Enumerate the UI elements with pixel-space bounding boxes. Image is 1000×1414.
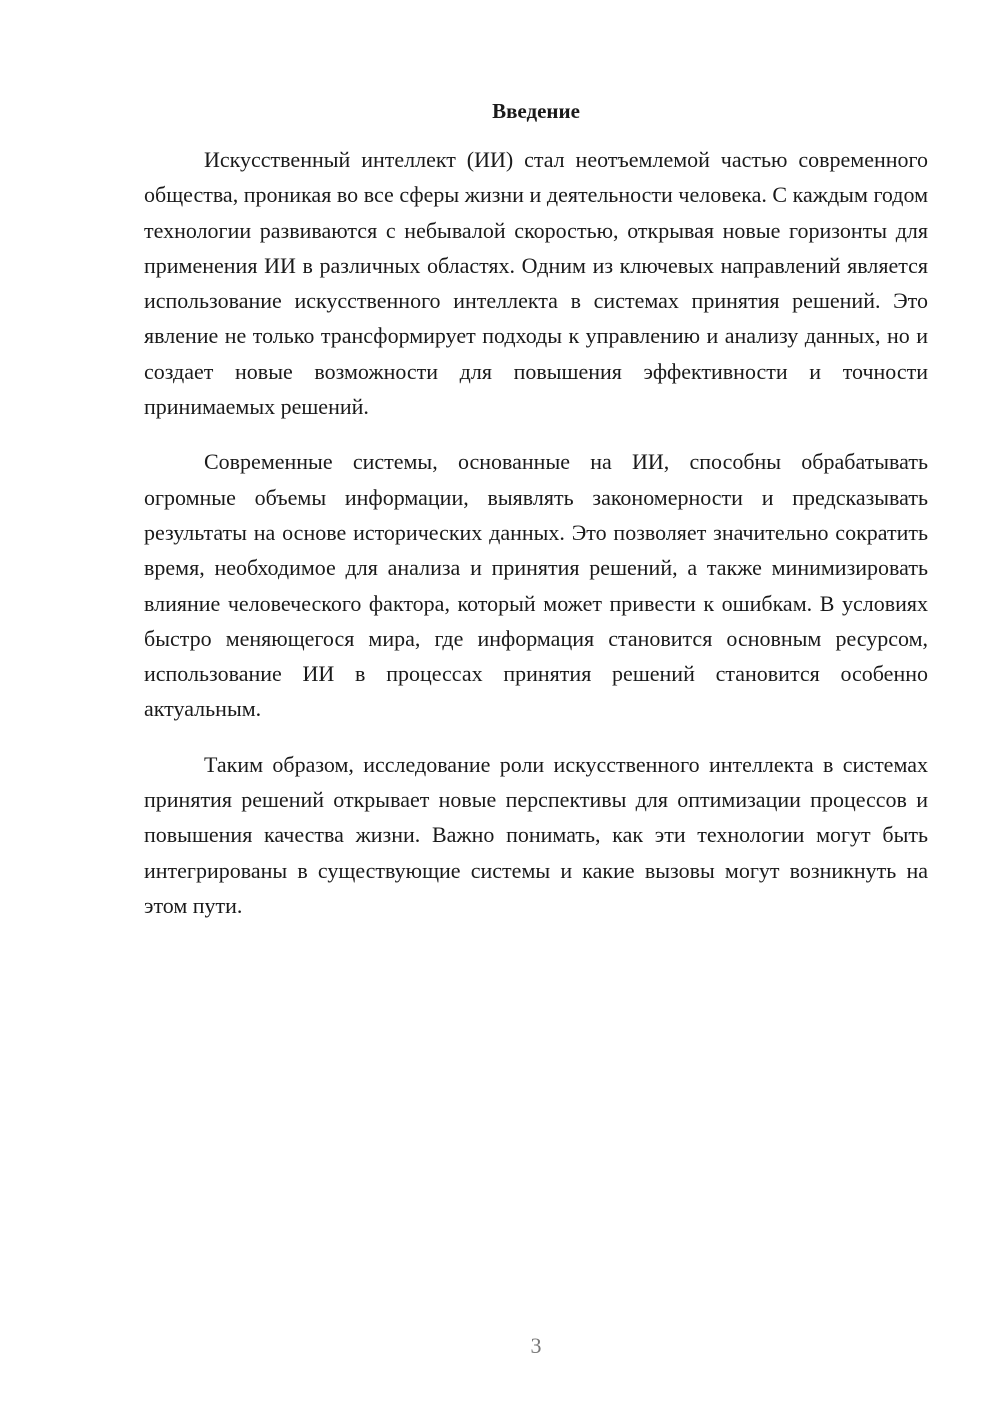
paragraph: Современные системы, основанные на ИИ, способны обрабатывать огромные объемы информации, выявлять закономерности и предсказывать результаты на основе исторических данных. Это позволяет значительно сократить время, необходимое для анализа и принятия решений, а также минимизировать влияние человеческого фактора, который может привести к ошибкам. В условиях быстро меняющегося мира, где информация становится основным ресурсом, использование ИИ в процессах принятия решений становится особенно актуальным. (144, 449, 928, 722)
paragraph: Искусственный интеллект (ИИ) стал неотъемлемой частью современного общества, проникая во все сферы жизни и деятельности человека. С каждым годом технологии развиваются с небывалой скоростью, открывая новые горизонты для применения ИИ в различных областях. Одним из ключевых направлений является использование искусственного интеллекта в системах принятия решений. Это явление не только трансформирует подходы к управлению и анализу данных, но и создает новые возможности для повышения эффективности и точности принимаемых решений. (144, 147, 928, 420)
body-text (144, 142, 928, 943)
page-number: 3 (530, 1333, 542, 1358)
section-heading: Введение (492, 99, 580, 123)
paragraph: Таким образом, исследование роли искусственного интеллекта в системах принятия решений открывает новые перспективы для оптимизации процессов и повышения качества жизни. Важно понимать, как эти технологии могут быть интегрированы в существующие системы и какие вызовы могут возникнуть на этом пути. (144, 751, 928, 918)
